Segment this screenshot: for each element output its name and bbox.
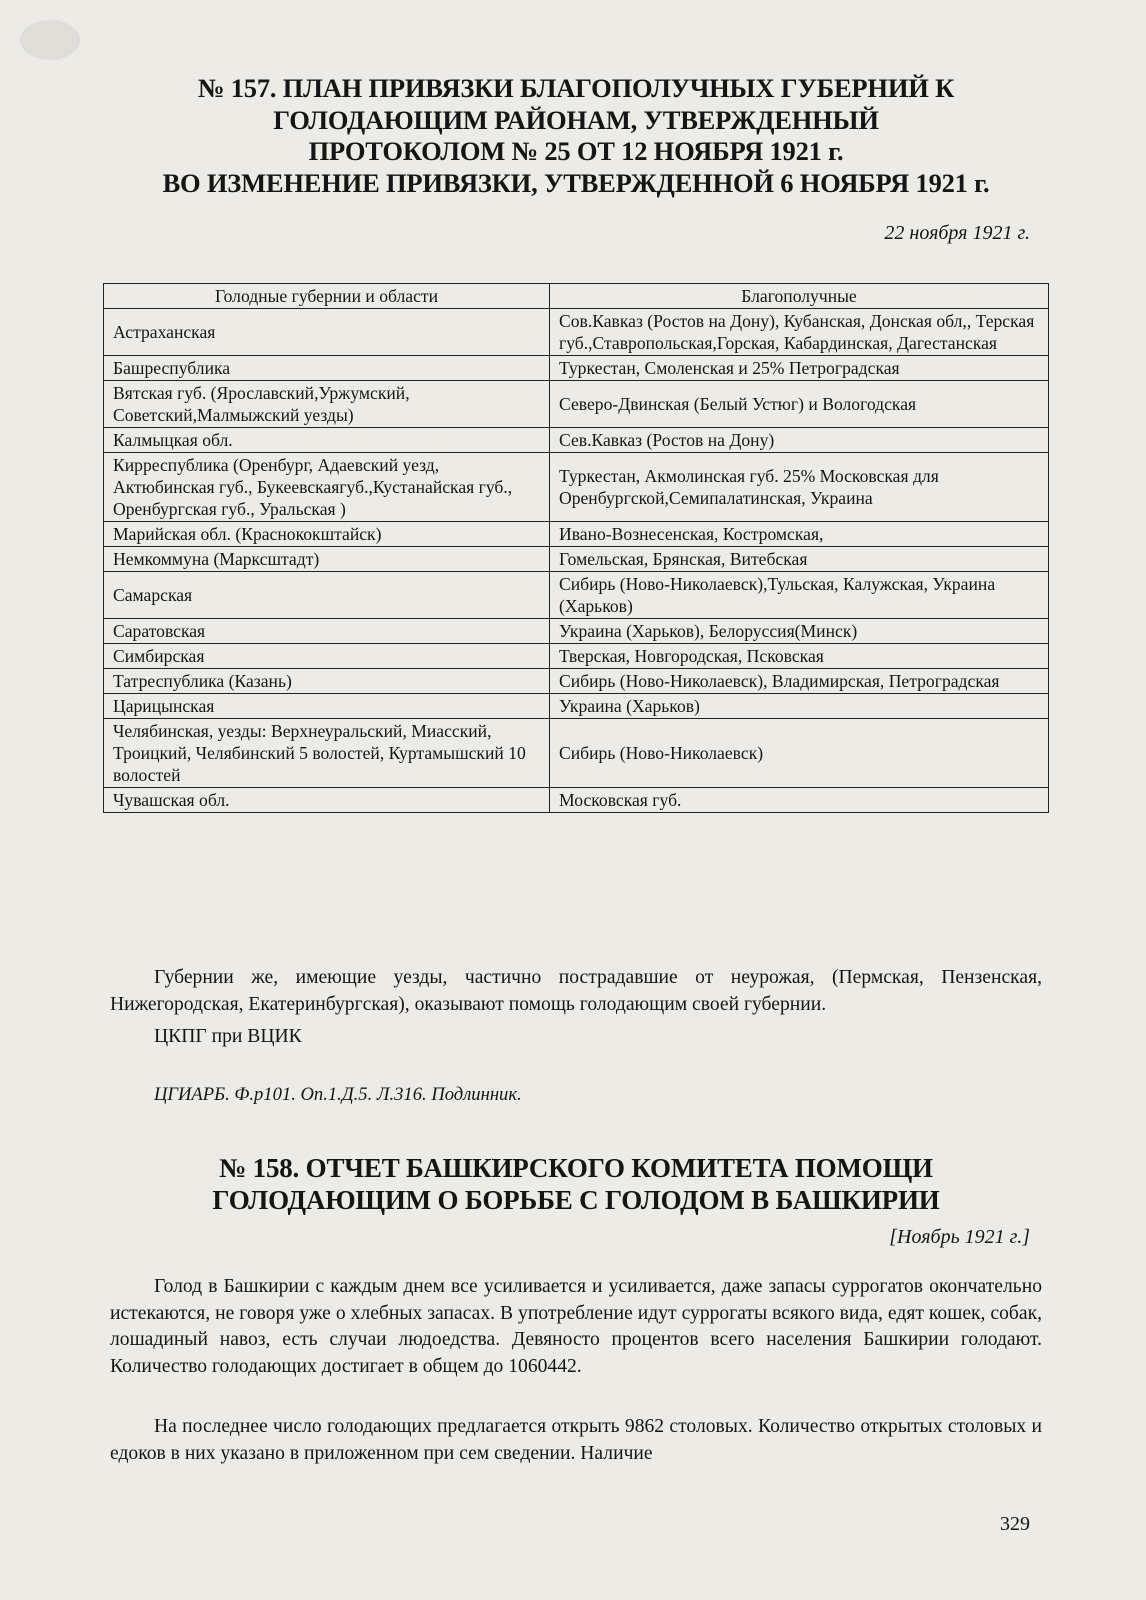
table-row bbox=[104, 644, 1049, 669]
doc158-paragraph: Голод в Башкирии с каждым днем все усиливается и усиливается, даже запасы суррогатов окончательно истекаются, не говоря уже о хлебных запасах. В употребление идут суррогаты всякого вида, едят кошек, собак, лошадиный навоз, есть случаи людоедства. Девяносто процентов всего населения Башкирии голодают. Количество голодающих достигает в общем до 1060442. bbox=[110, 1276, 1042, 1377]
prosperous-region-cell: Украина (Харьков), Белоруссия(Минск) bbox=[550, 619, 1049, 644]
hungry-region-cell: Татреспублика (Казань) bbox=[104, 669, 550, 694]
table-row bbox=[104, 522, 1049, 547]
doc158-title-line: ГОЛОДАЮЩИМ О БОРЬБЕ С ГОЛОДОМ В БАШКИРИИ bbox=[212, 1185, 940, 1215]
hungry-region-cell: Вятская губ. (Ярославский,Уржумский, Советский,Малмыжский уезды) bbox=[104, 381, 550, 428]
table-row bbox=[104, 309, 1049, 356]
hungry-region-cell: Чувашская обл. bbox=[104, 788, 550, 813]
prosperous-region-cell: Тверская, Новгородская, Псковская bbox=[550, 644, 1049, 669]
prosperous-region-cell: Туркестан, Смоленская и 25% Петроградская bbox=[550, 356, 1049, 381]
doc157-date: 22 ноября 1921 г. bbox=[884, 222, 1030, 244]
table-row bbox=[104, 547, 1049, 572]
prosperous-region-cell: Сов.Кавказ (Ростов на Дону), Кубанская, Донская обл,, Терская губ.,Ставропольская,Горская, Кабардинская, Дагестанская bbox=[550, 309, 1049, 356]
hungry-region-cell: Башреспублика bbox=[104, 356, 550, 381]
hungry-region-cell: Немкоммуна (Марксштадт) bbox=[104, 547, 550, 572]
prosperous-region-cell: Украина (Харьков) bbox=[550, 694, 1049, 719]
prosperous-region-cell: Гомельская, Брянская, Витебская bbox=[550, 547, 1049, 572]
hungry-region-cell: Кирреспублика (Оренбург, Адаевский уезд, Актюбинская губ., Букеевскаягуб.,Кустанайская губ., Оренбургская губ., Уральская ) bbox=[104, 453, 550, 522]
doc157-title-line: ГОЛОДАЮЩИМ РАЙОНАМ, УТВЕРЖДЕННЫЙ bbox=[273, 104, 879, 135]
doc158-paragraph: На последнее число голодающих предлагается открыть 9862 столовых. Количество открытых столовых и едоков в них указано в приложенном при сем сведении. Наличие bbox=[110, 1416, 1042, 1464]
page-stain bbox=[20, 20, 80, 60]
doc158-date: [Ноябрь 1921 г.] bbox=[889, 1226, 1030, 1248]
doc158-title-line: № 158. ОТЧЕТ БАШКИРСКОГО КОМИТЕТА ПОМОЩИ bbox=[219, 1153, 933, 1183]
table-row bbox=[104, 428, 1049, 453]
hungry-region-cell: Калмыцкая обл. bbox=[104, 428, 550, 453]
prosperous-region-cell: Сибирь (Ново-Николаевск), Владимирская, Петроградская bbox=[550, 669, 1049, 694]
prosperous-region-cell: Северо-Двинская (Белый Устюг) и Вологодская bbox=[550, 381, 1049, 428]
doc157-title-line: ВО ИЗМЕНЕНИЕ ПРИВЯЗКИ, УТВЕРЖДЕННОЙ 6 НОЯБРЯ 1921 г. bbox=[162, 167, 990, 198]
doc157-title bbox=[110, 73, 1042, 199]
prosperous-region-cell: Сибирь (Ново-Николаевск),Тульская, Калужская, Украина (Харьков) bbox=[550, 572, 1049, 619]
table-row bbox=[104, 356, 1049, 381]
doc157-signature: ЦКПГ при ВЦИК bbox=[154, 1026, 302, 1047]
table-header-prosperous: Благополучные bbox=[550, 284, 1049, 309]
hungry-region-cell: Симбирская bbox=[104, 644, 550, 669]
table-row bbox=[104, 719, 1049, 788]
table-row bbox=[104, 619, 1049, 644]
table-row bbox=[104, 788, 1049, 813]
hungry-region-cell: Саратовская bbox=[104, 619, 550, 644]
table-header-row bbox=[104, 284, 1049, 309]
doc158-title bbox=[110, 1152, 1042, 1216]
table-row bbox=[104, 453, 1049, 522]
doc157-title-line: № 157. ПЛАН ПРИВЯЗКИ БЛАГОПОЛУЧНЫХ ГУБЕРНИЙ К bbox=[197, 73, 955, 103]
page-number: 329 bbox=[1000, 1513, 1030, 1535]
doc157-archive-reference: ЦГИАРБ. Ф.р101. Оп.1.Д.5. Л.316. Подлинник. bbox=[154, 1084, 522, 1105]
hungry-region-cell: Царицынская bbox=[104, 694, 550, 719]
table-header-hungry: Голодные губернии и области bbox=[104, 284, 550, 309]
doc157-title-line: ПРОТОКОЛОМ № 25 ОТ 12 НОЯБРЯ 1921 г. bbox=[308, 136, 844, 166]
table-row bbox=[104, 381, 1049, 428]
doc157-note-paragraph: Губернии же, имеющие уезды, частично пострадавшие от неурожая, (Пермская, Пензенская, Нижегородская, Екатеринбургская), оказывают помощь голодающим своей губернии. bbox=[110, 967, 1042, 1015]
prosperous-region-cell: Сибирь (Ново-Николаевск) bbox=[550, 719, 1049, 788]
prosperous-region-cell: Туркестан, Акмолинская губ. 25% Московская для Оренбургской,Семипалатинская, Украина bbox=[550, 453, 1049, 522]
hungry-region-cell: Самарская bbox=[104, 572, 550, 619]
table-row bbox=[104, 694, 1049, 719]
hungry-region-cell: Марийская обл. (Краснококштайск) bbox=[104, 522, 550, 547]
table-row bbox=[104, 669, 1049, 694]
prosperous-region-cell: Московская губ. bbox=[550, 788, 1049, 813]
hungry-region-cell: Челябинская, уезды: Верхнеуральский, Миасский, Троицкий, Челябинский 5 волостей, Куртамышский 10 волостей bbox=[104, 719, 550, 788]
table-row bbox=[104, 572, 1049, 619]
relief-assignment-table bbox=[103, 283, 1049, 813]
hungry-region-cell: Астраханская bbox=[104, 309, 550, 356]
prosperous-region-cell: Сев.Кавказ (Ростов на Дону) bbox=[550, 428, 1049, 453]
prosperous-region-cell: Ивано-Вознесенская, Костромская, bbox=[550, 522, 1049, 547]
